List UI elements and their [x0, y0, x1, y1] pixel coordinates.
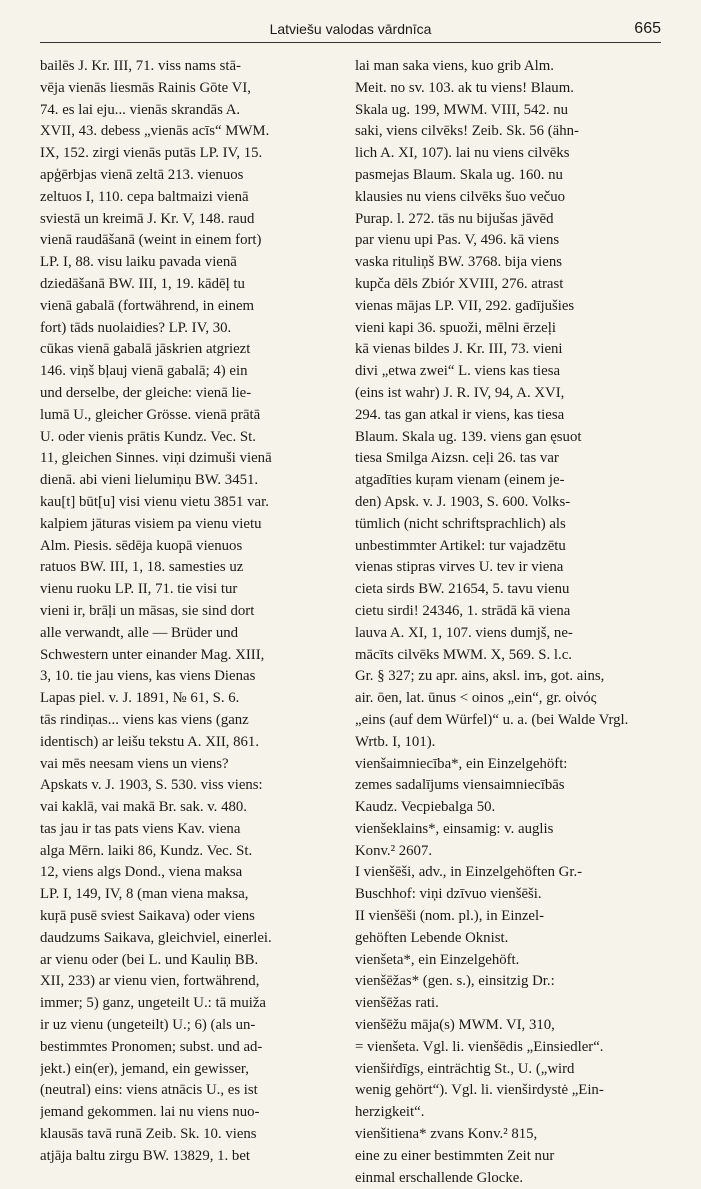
text-line: vieni kapi 36. spuoži, mēlni ērzeļi [355, 319, 556, 336]
text-line: einmal erschallende Glocke. [355, 1169, 524, 1186]
text-line: pasmejas Blaum. Skala ug. 160. nu [355, 166, 563, 183]
text-line: alle verwandt, alle — Brüder und [40, 624, 239, 641]
text-line: vienšitiena* zvans Konv.² 815, [355, 1126, 538, 1143]
text-line: = vienšeta. Vgl. li. vienšēdis „Einsiedler“. [355, 1038, 604, 1055]
text-line: kuŗā pusē sviest Saikava) oder viens [40, 908, 255, 925]
text-line: atgadīties kuŗam vienam (einem je- [355, 472, 565, 489]
text-line: jekt.) ein(er), jemand, ein gewisser, [40, 1060, 249, 1077]
text-line: kau[t] būt[u] visi vienu vietu 3851 var. [40, 493, 269, 510]
text-line: ar vienu oder (bei L. und Kauliņ BB. [40, 951, 259, 968]
text-line: jemand gekommen. lai nu viens nuo- [40, 1104, 260, 1121]
text-line: tās rindiņas... viens kas viens (ganz [40, 711, 249, 728]
text-line: cieta sirds BW. 21654, 5. tavu vienu [355, 581, 570, 598]
text-line: vieni ir, brāļi un māsas, sie sind dort [40, 602, 255, 619]
text-line: wenig gehört“). Vgl. li. vienširdystė „Ein- [355, 1082, 604, 1099]
text-line: vienu ruoku LP. II, 71. tie visi tur [40, 581, 238, 598]
text-line: Lapas piel. v. J. 1891, № 61, S. 6. [40, 690, 240, 707]
text-line: cūkas vienā gabalā jāskrien atgriezt [40, 341, 251, 358]
text-line: par vienu upi Pas. V, 496. kā viens [355, 232, 560, 249]
text-line: vienas stipras virves U. tev ir viena [355, 559, 564, 576]
text-line: vienšeklains*, einsamig: v. auglis [355, 820, 554, 837]
text-line: 12, viens algs Dond., viena maksa [40, 864, 243, 881]
text-line: tas jau ir tas pats viens Kav. viena [40, 820, 241, 837]
text-line: bestimmtes Pronomen; subst. und ad- [40, 1038, 263, 1055]
text-line: „eins (auf dem Würfel)“ u. a. (bei Walde Vrgl. [355, 711, 629, 728]
text-line: kalpiem jāturas visiem pa vienu vietu [40, 515, 262, 532]
text-line: vienas mājas LP. VII, 292. gadījušies [355, 297, 575, 314]
text-line: identisch) ar leišu tekstu A. XII, 861. [40, 733, 260, 750]
text-line: zemes sadalījums viensaimniecībās [355, 777, 565, 794]
text-line: daudzums Saikava, gleichviel, einerlei. [40, 929, 272, 946]
text-line: LP. I, 149, IV, 8 (man viena maksa, [40, 886, 249, 903]
text-line: Skala ug. 199, MWM. VIII, 542. nu [355, 101, 569, 118]
text-line: fort) tāds nuolaidies? LP. IV, 30. [40, 319, 232, 336]
text-line: XVII, 43. debess „vienās acīs“ MWM. [40, 123, 270, 140]
text-line: zeltuos I, 110. cepa baltmaizi vienā [40, 188, 249, 205]
text-line: kā vienas bildes J. Kr. III, 73. vieni [355, 341, 563, 358]
text-line: dienā. abi vieni lielumiņu BW. 3451. [40, 472, 259, 489]
text-line: dziedāšanā BW. III, 1, 19. kādēļ tu [40, 275, 245, 292]
text-line: I vienšēši, adv., in Einzelgehöften Gr.- [355, 864, 583, 881]
text-line: U. oder vienis prātis Kundz. Vec. St. [40, 428, 256, 445]
running-title: Latviešu valodas vārdnīca [269, 21, 432, 37]
text-line: Kaudz. Vecpiebalga 50. [355, 799, 496, 816]
text-line: vai mēs neesam viens un viens? [40, 755, 229, 772]
text-line: Apskats v. J. 1903, S. 530. viss viens: [40, 777, 263, 794]
text-line: Gr. § 327; zu apr. ains, aksl. inъ, got. ains, [355, 668, 605, 685]
text-line: unbestimmter Artikel: tur vajadzētu [355, 537, 566, 554]
text-line: XII, 233) ar vienu vien, fortwährend, [40, 973, 260, 990]
text-line: (neutral) eins: viens atnācis U., es ist [40, 1082, 258, 1099]
text-line: vai kaklā, vai makā Br. sak. v. 480. [40, 799, 247, 816]
text-line: 11, gleichen Sinnes. viņi dzimuši vienā [40, 450, 272, 467]
text-line: bailēs J. Kr. III, 71. viss nams stā- [40, 58, 241, 74]
text-line: Purap. l. 272. tās nu bijušas jāvēd [355, 210, 554, 227]
text-line: Wrtb. I, 101). [355, 733, 436, 750]
text-line: divi „etwa zwei“ L. viens kas tiesa [355, 363, 561, 380]
text-line: vaska rituliņš BW. 3768. bija viens [355, 254, 563, 271]
text-line: II vienšēši (nom. pl.), in Einzel- [355, 908, 545, 925]
text-line: Schwestern unter einander Mag. XIII, [40, 646, 265, 663]
text-line: immer; 5) ganz, ungeteilt U.: tā muiža [40, 995, 266, 1012]
text-line: ir uz vienu (ungeteilt) U.; 6) (als un- [40, 1017, 256, 1034]
page-header [40, 20, 661, 43]
text-line: mācīts cilvēks MWM. X, 569. S. l.c. [355, 646, 572, 663]
text-line: den) Apsk. v. J. 1903, S. 600. Volks- [355, 493, 571, 510]
text-line: kupča dēls Zbiór XVIII, 276. atrast [355, 275, 564, 292]
text-line: LP. I, 88. visu laiku pavada vienā [40, 254, 237, 271]
text-line: Meit. no sv. 103. ak tu viens! Blaum. [355, 79, 574, 96]
text-line: sviestā un kreimā J. Kr. V, 148. raud [40, 210, 255, 227]
text-line: gehöften Lebende Oknist. [355, 929, 509, 946]
text-line: herzigkeit“. [355, 1104, 425, 1121]
text-line: (eins ist wahr) J. R. IV, 94, A. XVI, [355, 384, 565, 401]
left-column [40, 56, 352, 1168]
text-line: apģērbjas vienā zeltā 213. vienuos [40, 166, 244, 183]
text-line: vienšeta*, ein Einzelgehöft. [355, 951, 520, 968]
text-line: vēja vienās liesmās Rainis Gōte VI, [40, 79, 251, 96]
text-line: vienšiṙdīgs, einträchtig St., U. („wird [355, 1060, 575, 1077]
text-line: lai man saka viens, kuo grib Alm. [355, 58, 554, 74]
text-line: vienšēžas* (gen. s.), einsitzig Dr.: [355, 973, 555, 990]
text-line: lauva A. XI, 1, 107. viens dumjš, ne- [355, 624, 573, 641]
text-line: Alm. Piesis. sēdēja kuopā vienuos [40, 537, 243, 554]
text-line: Blaum. Skala ug. 139. viens gan ęsuot [355, 428, 582, 445]
right-column [355, 56, 668, 1189]
text-line: klausies nu viens cilvēks šuo večuo [355, 188, 565, 205]
text-line: tümlich (nicht schriftsprachlich) als [355, 515, 566, 532]
text-line: lich A. XI, 107). lai nu viens cilvēks [355, 145, 570, 162]
text-line: IX, 152. zirgi vienās putās LP. IV, 15. [40, 145, 263, 162]
text-line: und derselbe, der gleiche: vienā lie- [40, 384, 252, 401]
text-line: Buschhof: viņi dzīvuo vienšēši. [355, 886, 542, 903]
text-line: vienšaimniecība*, ein Einzelgehöft: [355, 755, 568, 772]
text-line: vienšēžu māja(s) MWM. VI, 310, [355, 1017, 555, 1034]
text-line: ratuos BW. III, 1, 18. samesties uz [40, 559, 244, 576]
text-line: lumā U., gleicher Grösse. vienā prātā [40, 406, 261, 423]
text-line: vienā raudāšanā (weint in einem fort) [40, 232, 262, 249]
text-line: 294. tas gan atkal ir viens, kas tiesa [355, 406, 565, 423]
text-line: klausās tavā runā Zeib. Sk. 10. viens [40, 1126, 257, 1143]
text-line: saki, viens cilvēks! Zeib. Sk. 56 (ähn- [355, 123, 579, 140]
page-number: 665 [634, 20, 661, 37]
text-line: 146. viņš bļauj vienā gabalā; 4) ein [40, 363, 248, 380]
text-line: air. ōen, lat. ūnus < oinos „ein“, gr. οἰνός [355, 690, 597, 707]
text-line: vienšēžas rati. [355, 995, 439, 1012]
text-line: 74. es lai eju... vienās skrandās A. [40, 101, 241, 118]
text-line: tiesa Smilga Aizsn. ceļi 26. tas var [355, 450, 559, 467]
text-line: Konv.² 2607. [355, 842, 433, 859]
text-line: eine zu einer bestimmten Zeit nur [355, 1147, 555, 1164]
text-line: vienā gabalā (fortwährend, in einem [40, 297, 255, 314]
text-line: atjāja baltu zirgu BW. 13829, 1. bet [40, 1147, 250, 1164]
text-line: 3, 10. tie jau viens, kas viens Dienas [40, 668, 256, 685]
text-line: alga Mērn. laiki 86, Kundz. Vec. St. [40, 842, 253, 859]
text-line: cietu sirdi! 24346, 1. strādā kā viena [355, 602, 571, 619]
